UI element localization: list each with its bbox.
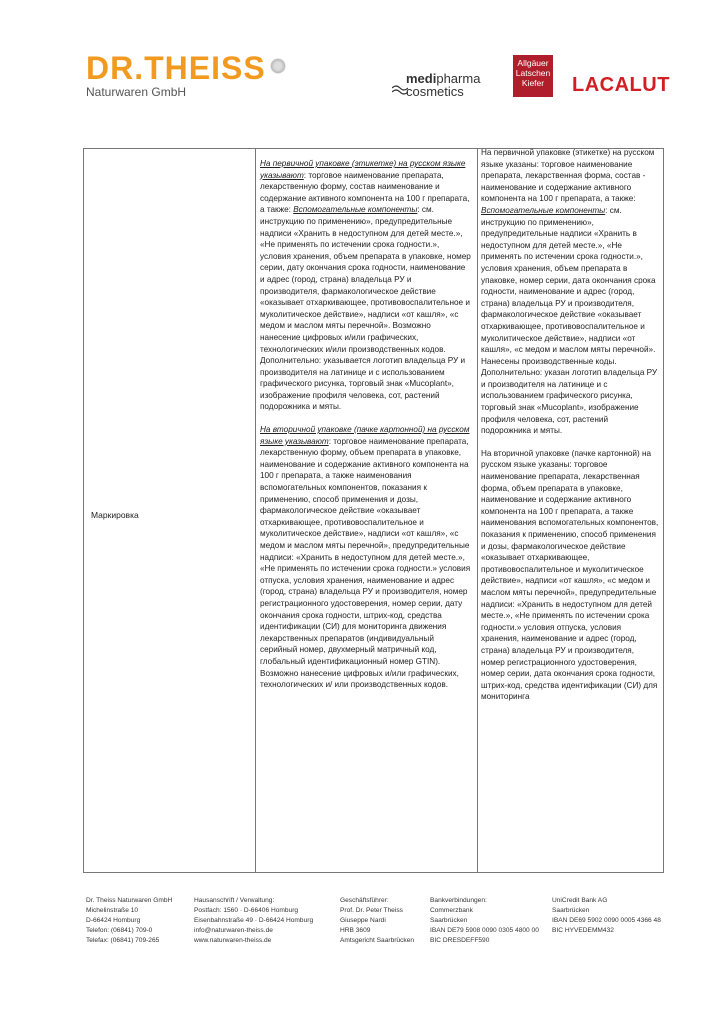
secondary-packaging-paragraph	[260, 424, 472, 691]
actual-marking-column	[481, 147, 659, 703]
lead-text: Вспомогательные компоненты	[481, 205, 606, 215]
footer-line: Geschäftsführer:	[340, 897, 389, 904]
allgauer-line: Latschen	[515, 68, 551, 78]
body-text: : см. инструкцию по применению», предупредительные надписи «Хранить в недоступном для детей месте.», «Не применять по истечении срока годности.», условия хранения, объем препарата в упаковке, номер серии, дату окончания срока годности, наименование и адрес (город, страна) владельца РУ и производителя, фармакологическое действие «оказывает отхаркивающее, противовоспалительное и муколитическое действие», надписи «от кашля», «с медом и маслом мяты перечной». Возможно нанесение цифровых и/или графических, технологических и/или производственных кодов. Дополнительно: указывается логотип владельца РУ и производителя на латинице и с использованием графического рисунка, торговый знак «Mucoplant», изображение профиля человека, сот, растений подорожника и мяты.	[260, 205, 471, 412]
allgauer-logo	[513, 55, 553, 97]
footer-email-link[interactable]: info@naturwaren-theiss.de	[194, 927, 273, 934]
allgauer-line: Allgäuer	[517, 58, 549, 68]
wave-icon	[392, 84, 408, 96]
footer-line: UniCredit Bank AG	[552, 897, 608, 904]
lead-text: На первичной упаковке (этикетке) на русском языке указывают	[260, 159, 466, 180]
brand-subtitle: Naturwaren GmbH	[86, 85, 187, 99]
footer-line: HRB 3609	[340, 927, 371, 934]
lead-text: На вторичной упаковке (пачке картонной) на русском языке указывают	[260, 425, 470, 446]
required-marking-column	[260, 158, 472, 691]
footer-line: Bankverbindungen:	[430, 897, 487, 904]
footer-company	[86, 896, 172, 946]
body-text: : торговое наименование препарата, лекарственную форму, состав наименование и содержание активного компонента на 100 г препарата, а также:	[260, 170, 470, 215]
footer-website-link[interactable]: www.naturwaren-theiss.de	[194, 937, 272, 944]
footer-line: Michelinstraße 10	[86, 907, 139, 914]
medi-text: medi	[406, 71, 437, 86]
body-text: : торговое наименование препарата, лекарственную форму, объем препарата в упаковке, наименование и содержание активного компонента на 100 г препарата, а также наименования вспомогательных компонентов, показания к применению, способ применения и дозы, фармакологическое действие «оказывает отхаркивающее, противовоспалительное и муколитическое действие», надписи «от кашля», «с медом и маслом мяты перечной», предупредительные надписи: «Хранить в недоступном для детей месте.», «Не применять по истечении срока годности.» условия отпуска, условия хранения, наименование и адрес (город, страна) владельца РУ и производителя, номер регистрационного удостоверения, номер серии, дату окончания срока годности, штрих-код, средства идентификации (СИ) для мониторинга движения лекарственных препаратов (индивидуальный серийный номер, двухмерный матричный код, глобальный идентификационный номер GTIN). Возможно нанесение цифровых и/или графических, технологических и/ или производственных кодов.	[260, 436, 471, 690]
cosmetics-text: cosmetics	[406, 84, 464, 99]
footer-bank-unicredit	[552, 896, 661, 936]
footer-line: Saarbrücken	[552, 907, 590, 914]
lead-text: На первичной упаковке (этикетке) на русском языке указаны	[481, 148, 655, 169]
footer-line: Hausanschrift / Verwaltung:	[194, 897, 275, 904]
footer-address	[194, 896, 313, 946]
dr-theiss-logo	[86, 52, 286, 99]
column-divider	[477, 149, 478, 872]
sun-icon	[270, 58, 286, 74]
footer-management	[340, 896, 414, 946]
footer-line: Dr. Theiss Naturwaren GmbH	[86, 897, 173, 904]
row-label: Маркировка	[91, 510, 139, 520]
footer-bank-commerzbank	[430, 896, 539, 946]
body-text: : см. инструкцию по применению», предупредительные надписи «Хранить в недоступном для детей месте.», «Не применять по истечении срока годности.», условия хранения, объем препарата в упаковке, номер серии, дата окончания срока годности, наименование и адрес (город, страна) владельца РУ и производителя, фармакологическое действие «оказывает отхаркивающее, противовоспалительное и муколитическое действие», надписи «от кашля», «с медом и маслом мяты перечной». Нанесены производственные коды. Дополнительно: указан логотип владельца РУ и производителя на латинице и с использованием графического рисунка, торговый знак «Mucoplant», изображение профиля человека, сот, растений подорожника и мяты.	[481, 205, 658, 436]
footer-line: Eisenbahnstraße 49 · D-66424 Homburg	[194, 917, 314, 924]
marking-table	[83, 148, 664, 873]
footer-line: Prof. Dr. Peter Theiss	[340, 907, 403, 914]
footer-line: Telefon: (06841) 709-0	[86, 927, 153, 934]
footer-line: Saarbrücken	[430, 917, 468, 924]
allgauer-line: Kiefer	[521, 78, 545, 88]
primary-packaging-paragraph	[481, 147, 659, 437]
primary-packaging-paragraph	[260, 158, 472, 413]
footer-line: BIC HYVEDEMM432	[552, 927, 614, 934]
secondary-packaging-paragraph: На вторичной упаковке (пачке картонной) на русском языке указаны: торговое наименование препарата, лекарственная форма, объем препарата в упаковке, наименование и содержание активного компонента на 100 г препарата, а также наименования вспомогательных компонентов, показания к применению, способ применения и дозы, фармакологическое действие «оказывает отхаркивающее, противовоспалительное и муколитическое действие», надписи «от кашля», «с медом и маслом мяты перечной», предупредительные надписи: «Хранить в недоступном для детей месте.», «Не применять по истечении срока годности.» условия отпуска, условия хранения, наименование и адрес (город, страна) владельца РУ и производителя, номер регистрационного удостоверения, номер серии, дата окончания срока годности, штрих-код, средства идентификации (СИ) для мониторинга	[481, 448, 659, 702]
footer-line: IBAN DE79 5908 0090 0305 4800 00	[430, 927, 539, 934]
footer-line: BIC DRESDEFF590	[430, 937, 490, 944]
column-divider	[255, 149, 256, 872]
footer-line: Giuseppe Nardi	[340, 917, 386, 924]
lead-text: Вспомогательные компоненты	[293, 205, 418, 215]
footer-line: Postfach: 1560 · D-66406 Homburg	[194, 907, 299, 914]
footer-line: IBAN DE69 5902 0090 0005 4366 48	[552, 917, 661, 924]
medipharma-logo	[392, 72, 502, 102]
footer-line: Commerzbank	[430, 907, 473, 914]
footer-line: D-66424 Homburg	[86, 917, 141, 924]
footer-line: Amtsgericht Saarbrücken	[340, 937, 415, 944]
footer-line: Telefax: (06841) 709-265	[86, 937, 160, 944]
brand-name: DR.THEISS	[86, 50, 266, 86]
body-text: : торговое наименование препарата, лекарственная форма, состав - наименование и содержание активного компонента на 100 г препарата, а также:	[481, 159, 646, 204]
lacalut-logo: LACALUT	[572, 74, 670, 96]
pharma-text: pharma	[436, 71, 481, 86]
